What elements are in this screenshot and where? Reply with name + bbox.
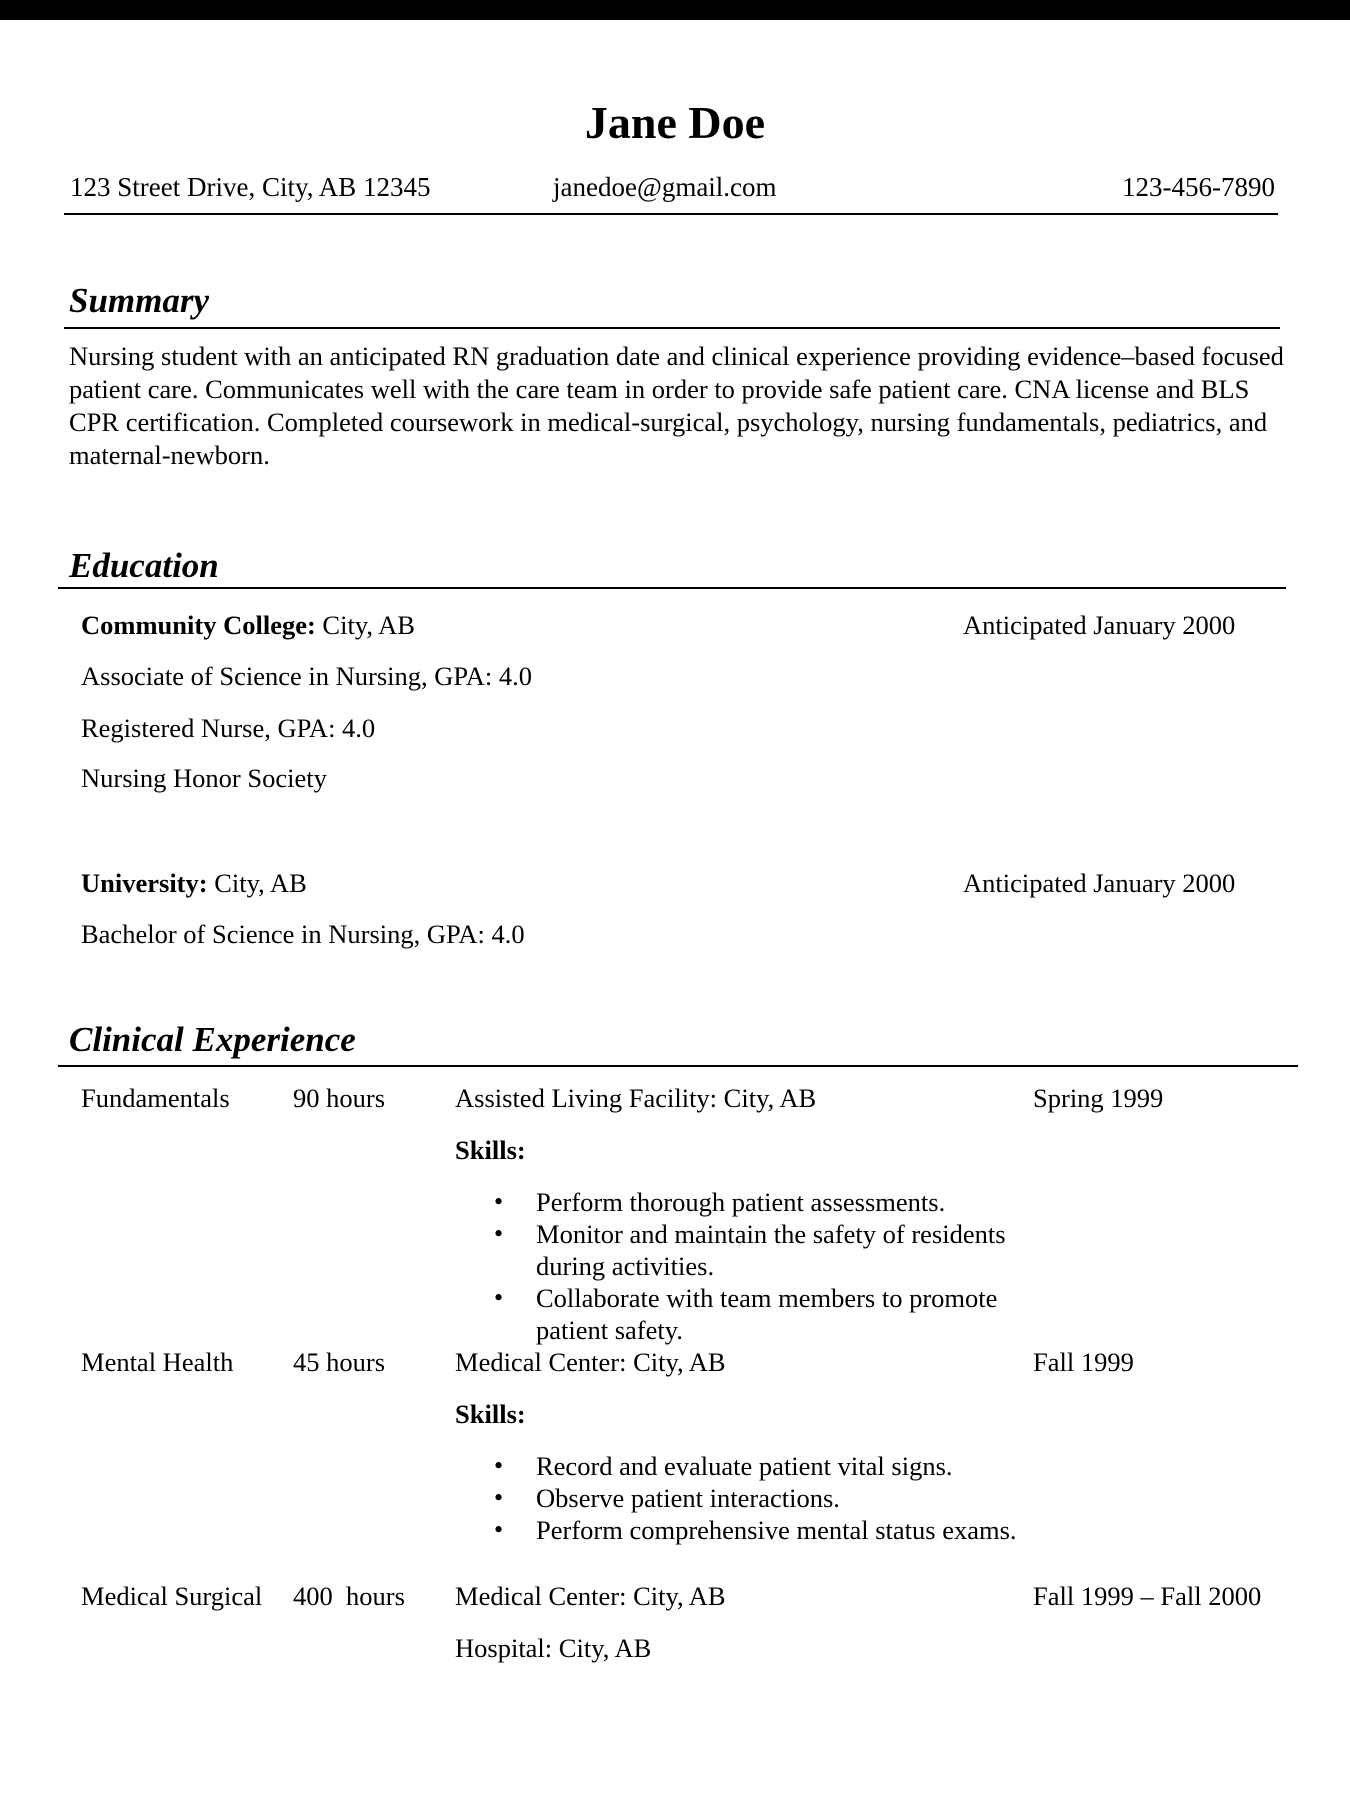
skills-label: Skills:: [455, 1399, 526, 1429]
rotation-name: Medical Surgical: [81, 1581, 263, 1611]
institution-name: University:: [81, 868, 208, 898]
rotation-name: Mental Health: [81, 1347, 234, 1377]
rotation-hours: 400 hours: [293, 1581, 405, 1611]
clinical-divider: [58, 1065, 1298, 1067]
rotation-facility: Medical Center: City, AB: [455, 1581, 726, 1611]
rotation-term: Fall 1999 – Fall 2000: [1033, 1581, 1262, 1611]
summary-heading: Summary: [69, 281, 210, 320]
skills-label: Skills:: [455, 1135, 526, 1165]
rotation-name: Fundamentals: [81, 1083, 230, 1113]
education-heading: Education: [69, 546, 219, 585]
skill-item: • Collaborate with team members to promote patient safety.: [458, 1282, 1018, 1346]
education-entry-1-line: Registered Nurse, GPA: 4.0: [81, 713, 376, 743]
clinical-heading: Clinical Experience: [69, 1020, 356, 1059]
education-entry-2-date: Anticipated January 2000: [963, 868, 1236, 898]
education-entry-1-institution: [81, 612, 415, 639]
education-divider: [58, 587, 1286, 589]
institution-name: Community College:: [81, 610, 316, 640]
top-border: [0, 0, 1350, 20]
contact-phone: 123-456-7890: [1122, 172, 1275, 202]
skills-list: [458, 1186, 1018, 1346]
education-entry-1-line: Associate of Science in Nursing, GPA: 4.0: [81, 661, 532, 691]
skill-item: • Observe patient interactions.: [458, 1482, 1018, 1514]
skill-item: • Perform thorough patient assessments.: [458, 1186, 1018, 1218]
skill-item: • Perform comprehensive mental status exams.: [458, 1514, 1018, 1546]
summary-text: Nursing student with an anticipated RN graduation date and clinical experience providing evidence–based focused patient care. Communicates well with the care team in order to provide safe patient care. CNA license and BLS CPR certification. Completed coursework in medical-surgical, psychology, nursing fundamentals, pediatrics, and maternal-newborn.: [69, 341, 1284, 470]
rotation-facility: Medical Center: City, AB: [455, 1347, 726, 1377]
contact-address: 123 Street Drive, City, AB 12345: [70, 172, 431, 202]
institution-location: City, AB: [207, 868, 307, 898]
education-entry-1-line: Nursing Honor Society: [81, 763, 327, 793]
contact-email: janedoe@gmail.com: [553, 172, 777, 202]
education-entry-2-line: Bachelor of Science in Nursing, GPA: 4.0: [81, 919, 525, 949]
rotation-hours: 45 hours: [293, 1347, 386, 1377]
header-divider: [64, 213, 1278, 215]
skill-item: • Monitor and maintain the safety of residents during activities.: [458, 1218, 1018, 1282]
skills-list: [458, 1450, 1018, 1546]
education-entry-2-institution: [81, 870, 307, 897]
rotation-facility: Assisted Living Facility: City, AB: [455, 1083, 817, 1113]
institution-location: City, AB: [315, 610, 415, 640]
summary-divider: [64, 327, 1280, 329]
rotation-term: Fall 1999: [1033, 1347, 1134, 1377]
rotation-hours: 90 hours: [293, 1083, 386, 1113]
skill-item: • Record and evaluate patient vital signs.: [458, 1450, 1018, 1482]
rotation-term: Spring 1999: [1033, 1083, 1164, 1113]
education-entry-1-date: Anticipated January 2000: [963, 610, 1236, 640]
rotation-facility-secondary: Hospital: City, AB: [455, 1633, 652, 1663]
applicant-name: Jane Doe: [584, 97, 766, 148]
